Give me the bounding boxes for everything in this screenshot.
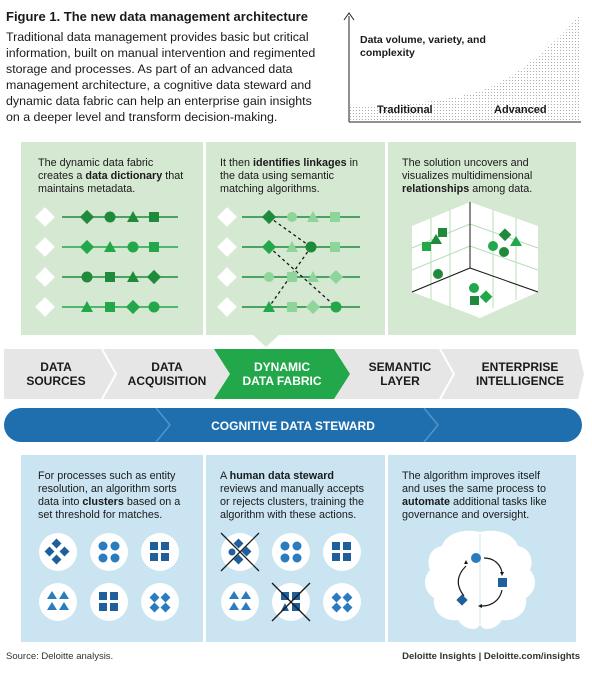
inset-traditional-label: Traditional xyxy=(377,104,433,116)
clusters-graphic xyxy=(36,530,186,630)
pipeline-step-data-sources: DATA SOURCES xyxy=(26,360,86,388)
dictionary-row-2 xyxy=(35,237,178,257)
linkages-graphic xyxy=(212,200,372,320)
accepted-cluster-triangles xyxy=(221,583,259,621)
panel-text-human-steward: A human data steward reviews and manually accepts or rejects clusters, training the algorithm with these actions. xyxy=(220,470,365,521)
panel-text-automate: The algorithm improves itself and uses the same process to automate additional tasks like governance and oversight. xyxy=(402,470,547,521)
source-note: Source: Deloitte analysis. xyxy=(6,651,114,662)
top-divider-2 xyxy=(385,142,388,335)
cluster-squares-1 xyxy=(141,533,179,571)
credit-note: Deloitte Insights | Deloitte.com/insights xyxy=(402,651,580,662)
bottom-divider-2 xyxy=(385,455,388,642)
pipeline-step-semantic-layer: SEMANTIC LAYER xyxy=(368,360,432,388)
steward-review-graphic xyxy=(218,530,368,630)
top-callout-pointer xyxy=(252,334,280,348)
pipeline-step-dynamic-data-fabric: DYNAMIC DATA FABRIC xyxy=(242,360,322,388)
accepted-cluster-squares xyxy=(323,533,361,571)
pipeline-step-enterprise-intelligence: ENTERPRISE INTELLIGENCE xyxy=(475,360,564,388)
rejected-cluster-1 xyxy=(221,533,259,571)
automation-brain-graphic xyxy=(420,526,540,634)
panel-text-relationships: The solution uncovers and visualizes multidimensional relationships among data. xyxy=(402,157,533,195)
rejected-cluster-2 xyxy=(272,583,310,621)
cluster-squares-2 xyxy=(90,583,128,621)
intro-text: Traditional data management provides basic but critical information, built on manual intervention and regimented storage and processes. As part of an advanced data management architecture, a cognitive data steward and dynamic data fabric can help an enterprise gain insights on a deeper level and transform decision-making. xyxy=(6,30,316,124)
cluster-circles-1 xyxy=(90,533,128,571)
relationships-cube-graphic xyxy=(398,196,563,326)
panel-text-dictionary: The dynamic data fabric creates a data dictionary that maintains metadata. xyxy=(38,157,184,195)
data-dictionary-graphic xyxy=(30,200,190,320)
figure-title: Figure 1. The new data management architecture xyxy=(6,9,308,24)
pipeline-step-data-acquisition: DATA ACQUISITION xyxy=(127,360,207,388)
accepted-cluster-circles xyxy=(272,533,310,571)
inset-title: Data volume, variety, and complexity xyxy=(360,34,486,59)
cluster-triangles-1 xyxy=(39,583,77,621)
top-divider-1 xyxy=(203,142,206,335)
panel-text-linkages: It then identifies linkages in the data using semantic matching algorithms. xyxy=(220,157,359,195)
cluster-diamonds-2 xyxy=(141,583,179,621)
dictionary-row-4 xyxy=(35,297,178,317)
panel-text-clusters: For processes such as entity resolution, an algorithm sorts data into clusters based on a set threshold for matches. xyxy=(38,470,181,521)
accepted-cluster-diamonds xyxy=(323,583,361,621)
bottom-divider-1 xyxy=(203,455,206,642)
dictionary-row-1 xyxy=(35,207,178,227)
steward-label: COGNITIVE DATA STEWARD xyxy=(211,419,375,433)
cluster-diamonds-1 xyxy=(39,533,77,571)
dictionary-row-3 xyxy=(35,267,178,287)
inset-advanced-label: Advanced xyxy=(494,104,547,116)
